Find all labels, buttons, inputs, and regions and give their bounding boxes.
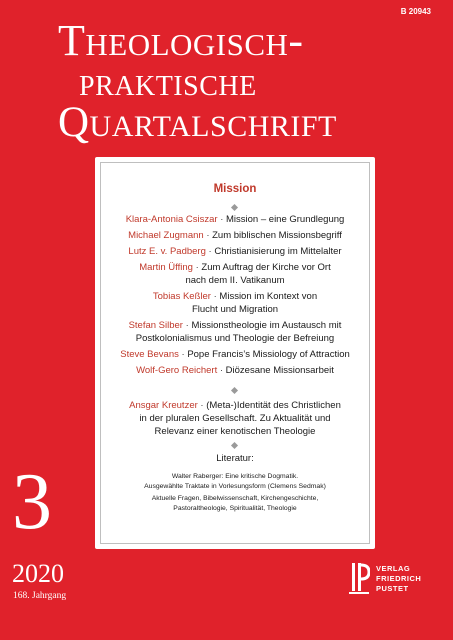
literature-line: Ausgewählte Traktate in Vorlesungsform (Clemens Sedmak) bbox=[144, 483, 326, 490]
publisher-block bbox=[348, 562, 443, 602]
article-list bbox=[101, 213, 369, 380]
article-author: Stefan Silber bbox=[128, 320, 183, 331]
article-item bbox=[101, 229, 369, 242]
separator: · bbox=[206, 230, 210, 241]
separator: · bbox=[219, 365, 224, 376]
article-title-line-3: Relevanz einer kenotischen Theologie bbox=[154, 426, 316, 437]
literature-heading: Literatur: bbox=[216, 453, 254, 464]
separator: · bbox=[220, 214, 224, 225]
article-title: Mission – eine Grundlegung bbox=[226, 214, 345, 225]
separator: · bbox=[213, 291, 217, 302]
article-title-line-2: in der pluralen Gesellschaft. Zu Aktualität und bbox=[139, 413, 331, 424]
article-title-line-2: nach dem II. Vatikanum bbox=[185, 275, 285, 286]
article-item bbox=[101, 261, 369, 287]
literature-line: Pastoraltheologie, Spiritualität, Theologie bbox=[173, 505, 297, 512]
separator: · bbox=[195, 262, 199, 273]
volume-label: 168. Jahrgang bbox=[13, 591, 67, 601]
article-title: Christianisierung im Mittelalter bbox=[214, 246, 342, 257]
issue-number: 3 bbox=[12, 458, 52, 546]
issue-year: 2020 bbox=[12, 559, 64, 588]
article-title-line-2: Flucht und Migration bbox=[191, 304, 279, 315]
literature-line: Aktuelle Fragen, Bibelwissenschaft, Kirchengeschichte, bbox=[151, 495, 319, 502]
separate-article bbox=[101, 399, 369, 438]
separator: · bbox=[181, 349, 185, 360]
article-title: Zum Auftrag der Kirche vor Ort bbox=[201, 262, 331, 273]
masthead-line-3: Quartalschrift bbox=[58, 99, 337, 146]
article-title: Pope Francis’s Missiology of Attraction bbox=[187, 349, 350, 360]
pustet-logo-icon bbox=[348, 562, 370, 596]
article-author: Tobias Keßler bbox=[152, 291, 211, 302]
article-title: Diözesane Missionsarbeit bbox=[225, 365, 334, 376]
publisher-line-2: FRIEDRICH bbox=[376, 574, 422, 583]
contents-panel bbox=[95, 157, 375, 549]
article-item bbox=[101, 364, 369, 377]
order-number: B 20943 bbox=[400, 7, 431, 16]
separator: · bbox=[185, 320, 189, 331]
article-title-line-2: Postkolonialismus und Theologie der Befreiung bbox=[135, 333, 335, 344]
literature-list bbox=[101, 472, 369, 514]
article-author: Klara-Antonia Csiszar bbox=[125, 214, 218, 225]
article-author: Wolf-Gero Reichert bbox=[136, 365, 218, 376]
publisher-line-1: VERLAG bbox=[376, 564, 411, 573]
divider-diamond-icon bbox=[231, 387, 238, 394]
article-item bbox=[101, 319, 369, 345]
divider-diamond-icon bbox=[231, 204, 238, 211]
literature-line: Walter Raberger: Eine kritische Dogmatik. bbox=[171, 473, 299, 480]
issue-theme: Mission bbox=[213, 183, 257, 195]
article-title: Zum biblischen Missionsbegriff bbox=[212, 230, 342, 241]
article-author: Ansgar Kreutzer bbox=[129, 400, 198, 411]
separator: · bbox=[208, 246, 212, 257]
article-author: Lutz E. v. Padberg bbox=[128, 246, 206, 257]
masthead bbox=[58, 16, 438, 146]
contents-frame bbox=[100, 162, 370, 544]
masthead-line-2: praktische bbox=[79, 59, 257, 104]
article-item bbox=[101, 213, 369, 226]
article-item bbox=[101, 290, 369, 316]
article-item bbox=[101, 348, 369, 361]
article-item bbox=[101, 245, 369, 258]
publisher-name bbox=[376, 564, 421, 594]
article-author: Martin Üffing bbox=[139, 262, 193, 273]
divider-diamond-icon bbox=[231, 442, 238, 449]
article-title: Missionstheologie im Austausch mit bbox=[191, 320, 342, 331]
article-title: (Meta-)Identität des Christlichen bbox=[206, 400, 341, 411]
article-author: Michael Zugmann bbox=[128, 230, 204, 241]
article-author: Steve Bevans bbox=[120, 349, 179, 360]
publisher-line-3: PUSTET bbox=[376, 584, 409, 593]
masthead-line-1: Theologisch- bbox=[58, 16, 304, 65]
article-title: Mission im Kontext von bbox=[219, 291, 318, 302]
separator: · bbox=[200, 400, 204, 411]
